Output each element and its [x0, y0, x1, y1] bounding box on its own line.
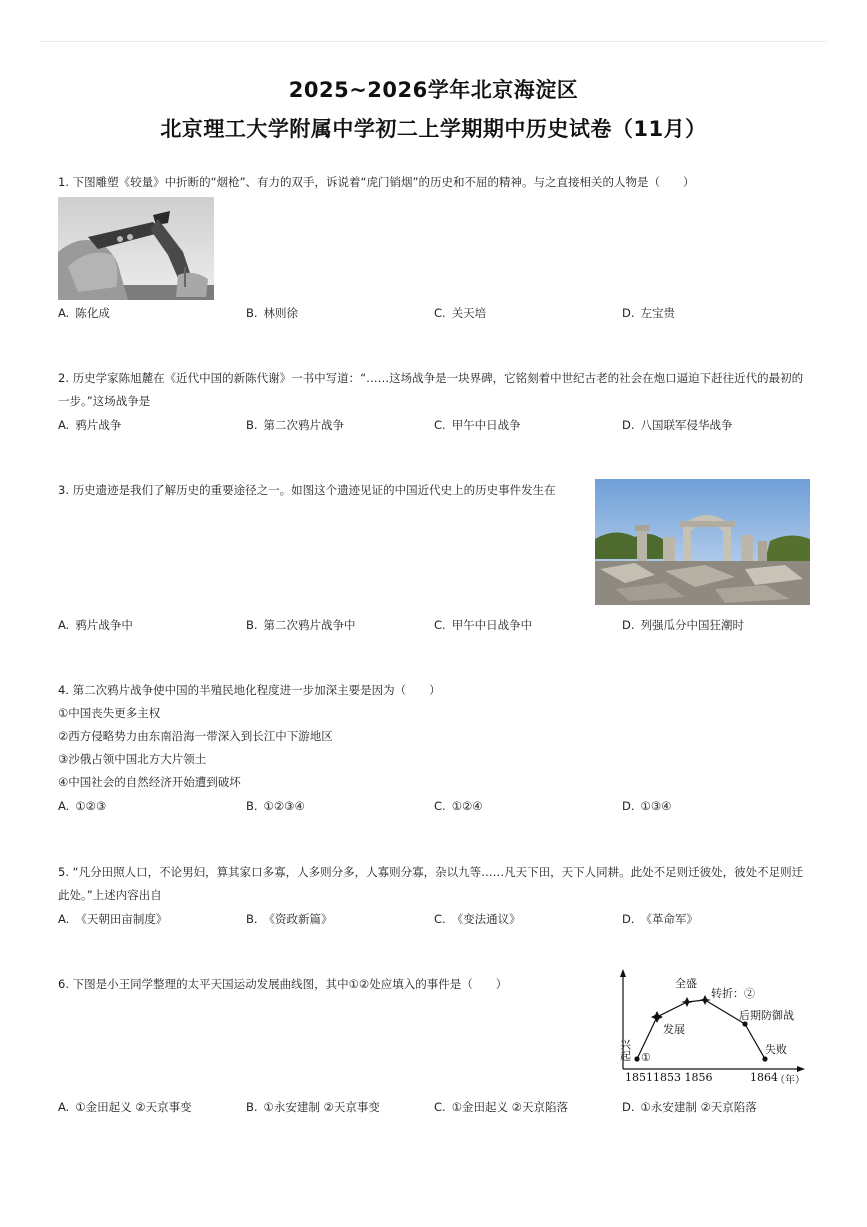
question-2-options [58, 417, 818, 437]
question-3-stem: 3. 历史遗迹是我们了解历史的重要途径之一。如图这个遗迹见证的中国近代史上的历史事件发生在 [58, 483, 556, 497]
option-c[interactable]: C. 甲午中日战争中 [434, 618, 533, 632]
option-c[interactable]: C. 《变法通议》 [434, 912, 521, 926]
label-fail: 失败 [765, 1043, 787, 1056]
option-a[interactable]: A. 鸦片战争中 [58, 618, 133, 632]
question-5-options [58, 911, 818, 931]
option-c[interactable]: C. ①金田起义 ②天京陷落 [434, 1100, 568, 1114]
option-d[interactable]: D. ①永安建制 ②天京陷落 [622, 1100, 757, 1114]
option-a[interactable]: A. 陈化成 [58, 306, 110, 320]
ruins-photo [595, 479, 810, 605]
option-a[interactable]: A. 鸦片战争 [58, 418, 122, 432]
label-peak: 全盛 [675, 977, 697, 990]
question-5-stem-line2: 此处。”上述内容出自 [58, 888, 162, 902]
label-develop: 发展 [663, 1023, 685, 1036]
question-6-options [58, 1099, 818, 1119]
option-d[interactable]: D. 列强瓜分中国狂潮时 [622, 618, 745, 632]
option-d[interactable]: D. 八国联军侵华战争 [622, 418, 733, 432]
question-4-item-2: ②西方侵略势力由东南沿海一带深入到长江中下游地区 [58, 729, 333, 743]
option-a[interactable]: A. ①②③ [58, 799, 107, 813]
question-5-stem-line1: 5. “凡分田照人口，不论男妇，算其家口多寡，人多则分多，人寡则分寡，杂以九等……凡天下田，天下人同耕。此处不足则迁彼处，彼处不足则迁 [58, 865, 804, 879]
option-b[interactable]: B. 第二次鸦片战争中 [246, 618, 356, 632]
option-a[interactable]: A. 《天朝田亩制度》 [58, 912, 168, 926]
question-4-item-4: ④中国社会的自然经济开始遭到破坏 [58, 775, 241, 789]
option-b[interactable]: B. 第二次鸦片战争 [246, 418, 345, 432]
x-ticks: 18511853 1856 [625, 1071, 713, 1084]
option-c[interactable]: C. 关天培 [434, 306, 487, 320]
label-late-defense: 后期防御战 [739, 1009, 794, 1022]
exam-title-line1: 2025~2026学年北京海淀区 [288, 78, 579, 102]
top-divider [40, 41, 827, 42]
option-a[interactable]: A. ①金田起义 ②天京事变 [58, 1100, 192, 1114]
taiping-development-curve [615, 967, 810, 1087]
option-d[interactable]: D. 左宝贵 [622, 306, 676, 320]
option-c[interactable]: C. 甲午中日战争 [434, 418, 521, 432]
option-c[interactable]: C. ①②④ [434, 799, 483, 813]
question-4-item-1: ①中国丧失更多主权 [58, 706, 161, 720]
exam-title-line2: 北京理工大学附属中学初二上学期期中历史试卷（11月） [160, 117, 707, 141]
question-1-options [58, 305, 818, 325]
question-4-stem: 4. 第二次鸦片战争使中国的半殖民地化程度进一步加深主要是因为（ ） [58, 683, 441, 697]
option-b[interactable]: B. ①②③④ [246, 799, 305, 813]
option-b[interactable]: B. ①永安建制 ②天京事变 [246, 1100, 380, 1114]
question-3-options [58, 617, 818, 637]
label-rise: 兴起 [618, 1039, 632, 1061]
label-turn: 转折：② [711, 987, 755, 1000]
option-d[interactable]: D. ①③④ [622, 799, 672, 813]
x-tick-last: 1864 [750, 1071, 778, 1084]
question-4-item-3: ③沙俄占领中国北方大片领土 [58, 752, 207, 766]
label-mark-1: ① [641, 1051, 651, 1064]
x-unit: （年） [775, 1075, 805, 1086]
option-b[interactable]: B. 林则徐 [246, 306, 299, 320]
question-2-stem-line1: 2. 历史学家陈旭麓在《近代中国的新陈代谢》一书中写道：“……这场战争是一块界碑，它铭刻着中世纪古老的社会在炮口逼迫下赶往近代的最初的 [58, 371, 804, 385]
question-6-stem: 6. 下图是小王同学整理的太平天国运动发展曲线图，其中①②处应填入的事件是（ ） [58, 977, 508, 991]
question-4-options [58, 799, 818, 819]
option-b[interactable]: B. 《资政新篇》 [246, 912, 333, 926]
rise-point [634, 1056, 639, 1061]
sculpture-photo [58, 197, 214, 300]
question-1-stem: 1. 下图雕塑《较量》中折断的“烟枪”、有力的双手，诉说着“虎门销烟”的历史和不屈的精神。与之直接相关的人物是（ ） [58, 175, 695, 189]
option-d[interactable]: D. 《革命军》 [622, 912, 699, 926]
question-2-stem-line2: 一步。”这场战争是 [58, 394, 151, 408]
